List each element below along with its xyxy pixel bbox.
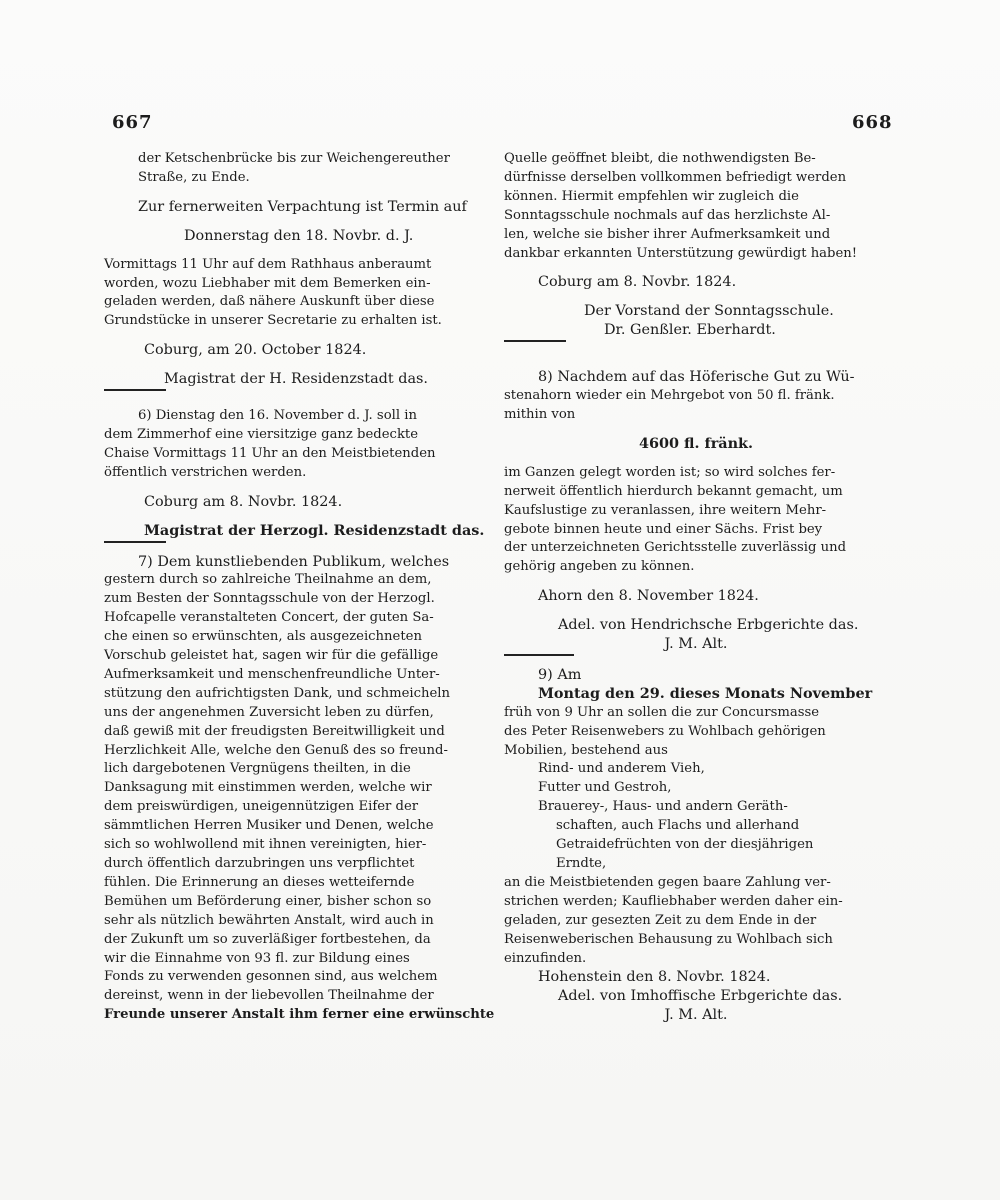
left-column: [104, 150, 498, 1025]
text-line: Reisenweberischen Behausung zu Wohlbach sich: [504, 931, 833, 947]
text-line: zum Besten der Sonntagsschule von der Herzogl.: [104, 591, 435, 607]
list-item: Getraidefrüchten von der diesjährigen: [556, 837, 814, 853]
text-line: durch öffentlich darzubringen uns verpflichtet: [104, 856, 415, 871]
text-line: Hofcapelle veranstalteten Concert, der guten Sa-: [104, 610, 434, 626]
text-line: der Ketschenbrücke bis zur Weichengereuther: [138, 151, 450, 166]
notice-7-continuation: [504, 150, 888, 263]
list-item: Futter und Gestroh,: [538, 780, 672, 796]
text-line: der Zukunft um so zuverläßiger fortbestehen, da: [104, 931, 431, 947]
text-line: der unterzeichneten Gerichtsstelle zuverlässig und: [504, 540, 847, 556]
text-line: Quelle geöffnet bleibt, die nothwendigsten Be-: [504, 151, 816, 166]
text-line: fühlen. Die Erinnerung an dieses wetteifernde: [104, 874, 415, 890]
text-line: dem preiswürdigen, uneigennützigen Eifer der: [104, 799, 419, 815]
text-line: lich dargebotenen Vergnügens theilten, in die: [104, 761, 411, 777]
text-line: Vormittags 11 Uhr auf dem Rathhaus anberaumt: [104, 256, 432, 272]
notice-9-signature: Adel. von Imhoffische Erbgerichte das.: [558, 988, 843, 1005]
text-line: einzufinden.: [504, 950, 587, 966]
text-line: sehr als nützlich bewährten Anstalt, wird auch in: [104, 912, 434, 928]
text-line: wir die Einnahme von 93 fl. zur Bildung eines: [104, 950, 410, 966]
text-line: Grundstücke in unserer Secretarie zu erhalten ist.: [104, 313, 442, 329]
notice-1-continuation: [104, 150, 498, 188]
text-line: geladen werden, daß nähere Auskunft über diese: [104, 294, 435, 310]
text-line: Sonntagsschule nochmals auf das herzlichste Al-: [504, 207, 831, 223]
text-line: Aufmerksamkeit und menschenfreundliche Unter-: [104, 666, 440, 682]
notice-1-signature: Magistrat der H. Residenzstadt das.: [164, 371, 428, 388]
text-line: gehörig angeben zu können.: [504, 559, 695, 575]
notice-9-head: 9) Am: [538, 666, 582, 683]
text-line: früh von 9 Uhr an sollen die zur Concursmasse: [504, 704, 820, 720]
notice-8-amount: 4600 fl. fränk.: [638, 434, 754, 452]
text-line: Bemühen um Beförderung einer, bisher schon so: [104, 893, 432, 909]
text-line: uns der angenehmen Zuversicht leben zu dürfen,: [104, 704, 434, 720]
text-line: worden, wozu Liebhaber mit dem Bemerken ein-: [104, 275, 431, 291]
text-line: geladen, zur gesezten Zeit zu dem Ende in der: [504, 912, 817, 928]
notice-9-date: Montag den 29. dieses Monats November: [538, 684, 873, 702]
text-line: dem Zimmerhof eine viersitzige ganz bedeckte: [104, 426, 419, 442]
notice-8: [504, 368, 888, 425]
text-line: Fonds zu verwenden gesonnen sind, aus welchem: [104, 969, 438, 985]
notice-6: [104, 407, 498, 483]
notice-7-names: Dr. Genßler. Eberhardt.: [604, 322, 776, 339]
notice-7-signature: Der Vorstand der Sonntagsschule.: [584, 303, 834, 320]
notice-9-body: [504, 874, 888, 969]
text-line: gestern durch so zahlreiche Theilnahme an dem,: [104, 572, 432, 588]
text-line: nerweit öffentlich hierdurch bekannt gemacht, um: [504, 483, 843, 499]
text-line: des Peter Reisenwebers zu Wohlbach gehörigen: [504, 723, 826, 739]
text-line: Straße, zu Ende.: [138, 169, 250, 185]
notice-1-paragraph: Zur fernerweiten Verpachtung ist Termin auf: [138, 198, 467, 215]
list-item: Brauerey-, Haus- und andern Geräth-: [538, 799, 788, 815]
notice-1-body: [104, 256, 498, 332]
text-line: dürfnisse derselben vollkommen befriedigt werden: [504, 169, 847, 185]
text-line: che einen so erwünschten, als ausgezeichneten: [104, 629, 422, 645]
notice-8-name: J. M. Alt.: [664, 636, 728, 653]
text-line: öffentlich verstrichen werden.: [104, 464, 307, 480]
text-line: Freunde unserer Anstalt ihm ferner eine erwünschte: [104, 1007, 495, 1023]
text-line: an die Meistbietenden gegen baare Zahlung ver-: [504, 874, 831, 890]
notice-7-place-date: Coburg am 8. Novbr. 1824.: [538, 274, 737, 291]
text-line: sämmtlichen Herren Musiker und Denen, welche: [104, 818, 434, 834]
notice-8-signature: Adel. von Hendrichsche Erbgerichte das.: [558, 617, 859, 634]
notice-9-name: J. M. Alt.: [664, 1007, 728, 1024]
text-line: 6) Dienstag den 16. November d. J. soll in: [138, 408, 417, 424]
text-line: im Ganzen gelegt worden ist; so wird solches fer-: [504, 464, 836, 480]
page-number-right: 668: [852, 112, 893, 133]
notice-6-place-date: Coburg am 8. Novbr. 1824.: [144, 493, 343, 510]
text-line: dankbar erkannten Unterstützung gewürdigt haben!: [504, 245, 858, 261]
notice-8-place-date: Ahorn den 8. November 1824.: [538, 588, 759, 605]
text-line: 8) Nachdem auf das Höferische Gut zu Wü-: [538, 369, 855, 386]
text-line: len, welche sie bisher ihrer Aufmerksamkeit und: [504, 226, 831, 242]
text-line: Mobilien, bestehend aus: [504, 742, 668, 758]
text-line: gebote binnen heute und einer Sächs. Frist bey: [504, 521, 823, 537]
text-line: Danksagung mit einstimmen werden, welche wir: [104, 780, 432, 796]
text-line: 7) Dem kunstliebenden Publikum, welches: [138, 553, 450, 570]
right-column: [504, 150, 888, 1025]
list-item: Erndte,: [556, 856, 607, 871]
text-line: Chaise Vormittags 11 Uhr an den Meistbietenden: [104, 445, 436, 461]
text-line: mithin von: [504, 406, 576, 422]
notice-9-place-date: Hohenstein den 8. Novbr. 1824.: [538, 969, 771, 986]
notice-1-place-date: Coburg, am 20. October 1824.: [144, 342, 367, 359]
text-line: Kaufslustige zu veranlassen, ihre weitern Mehr-: [504, 502, 827, 518]
notice-9: [504, 666, 888, 1025]
notice-6-signature: Magistrat der Herzogl. Residenzstadt das.: [144, 521, 485, 539]
text-line: stützung den aufrichtigsten Dank, und schmeicheln: [104, 685, 451, 701]
notice-7: [104, 553, 498, 1026]
text-line: strichen werden; Kaufliebhaber werden daher ein-: [504, 893, 843, 909]
text-line: Herzlichkeit Alle, welche den Genuß des so freund-: [104, 742, 448, 758]
text-line: sich so wohlwollend mit ihnen vereinigten, hier-: [104, 837, 427, 853]
notice-1-date: Donnerstag den 18. Novbr. d. J.: [184, 227, 414, 244]
page-number-left: 667: [112, 112, 153, 133]
list-item: Rind- und anderem Vieh,: [538, 761, 705, 777]
notice-8-body: [504, 464, 888, 577]
list-item: schaften, auch Flachs und allerhand: [556, 818, 800, 834]
text-line: dereinst, wenn in der liebevollen Theilnahme der: [104, 988, 434, 1004]
text-line: stenahorn wieder ein Mehrgebot von 50 fl. fränk.: [504, 388, 835, 404]
text-line: Vorschub geleistet hat, sagen wir für die gefällige: [104, 648, 439, 664]
text-line: können. Hiermit empfehlen wir zugleich die: [504, 188, 799, 204]
text-line: daß gewiß mit der freudigsten Bereitwilligkeit und: [104, 723, 445, 739]
